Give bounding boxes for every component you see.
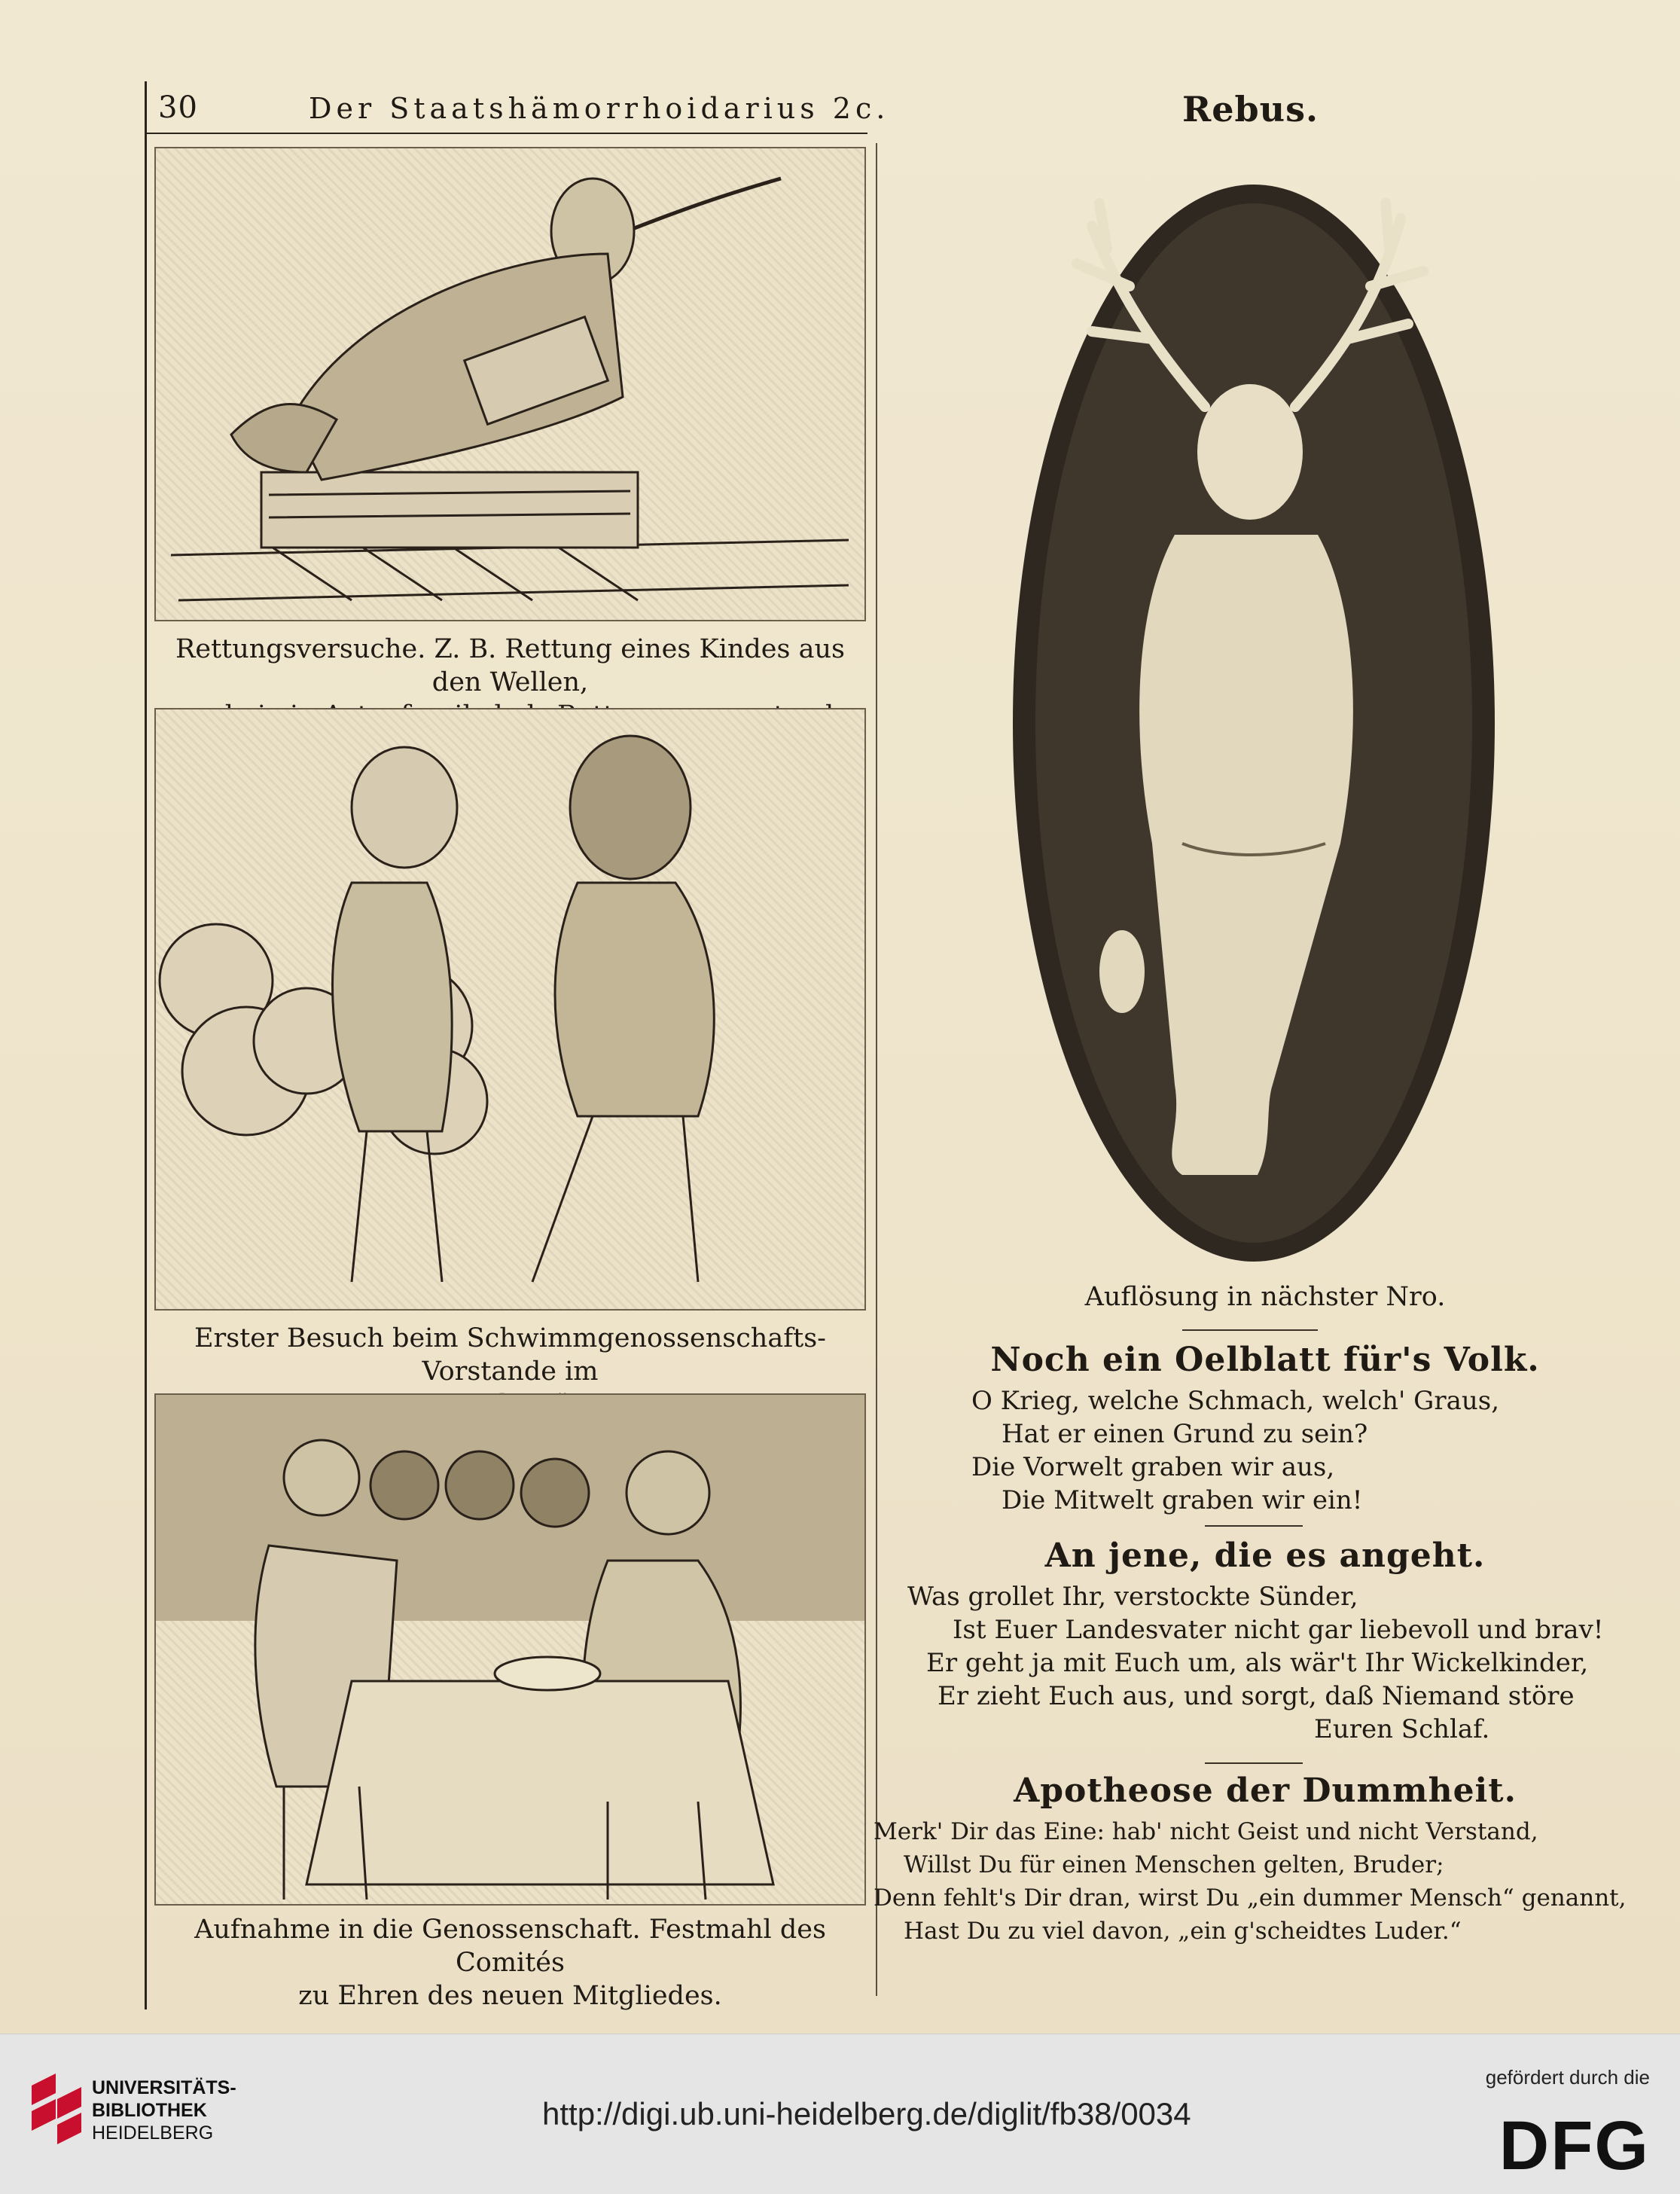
page-number: 30	[158, 90, 198, 125]
separator-3	[1205, 1762, 1303, 1764]
illustration-banquet	[154, 1393, 866, 1906]
poem-3-body	[874, 1815, 1649, 1948]
illustration-rescue-attempt	[154, 147, 866, 621]
rescue-attempt-drawing	[156, 148, 866, 621]
footer-bar	[0, 2034, 1680, 2194]
first-visit-drawing	[156, 709, 866, 1311]
caption-banquet-line-1: Aufnahme in die Genossenschaft. Festmahl des Comités	[194, 1915, 826, 1978]
caption-first-visit-line-1: Erster Besuch beim Schwimmgenossenschafts-Vorstande im	[194, 1323, 827, 1387]
poem-3-line: Hast Du zu viel davon, „ein g'scheidtes Luder.“	[904, 1918, 1462, 1945]
dfg-logo: DFG	[1499, 2107, 1650, 2184]
library-line-3: HEIDELBERG	[92, 2122, 214, 2144]
rebus-title: Rebus.	[1182, 89, 1319, 130]
poem-1-line: O Krieg, welche Schmach, welch' Graus,	[971, 1386, 1500, 1416]
poem-2-body	[907, 1580, 1638, 1746]
poem-1-line: Hat er einen Grund zu sein?	[1002, 1419, 1368, 1449]
university-library-name	[92, 2077, 236, 2144]
illustration-first-visit	[154, 708, 866, 1311]
caption-banquet-line-2: zu Ehren des neuen Mitgliedes.	[298, 1981, 722, 2011]
poem-1-line: Die Mitwelt graben wir ein!	[1002, 1485, 1363, 1515]
poem-3-line: Merk' Dir das Eine: hab' nicht Geist und nicht Verstand,	[874, 1818, 1538, 1845]
poem-2-line: Was grollet Ihr, verstockte Sünder,	[907, 1582, 1358, 1612]
rebus-illustration	[1009, 181, 1499, 1265]
caption-banquet	[154, 1913, 866, 2012]
poem-1-body	[971, 1384, 1611, 1517]
separator-1	[1182, 1329, 1318, 1331]
rebus-figure-drawing	[1009, 181, 1499, 1265]
poem-3-line: Denn fehlt's Dir dran, wirst Du „ein dummer Mensch“ genannt,	[874, 1884, 1627, 1912]
poem-1-title: Noch ein Oelblatt für's Volk.	[990, 1341, 1540, 1379]
funding-label: gefördert durch die	[1485, 2066, 1650, 2089]
poem-2-title: An jene, die es angeht.	[1044, 1536, 1486, 1575]
top-rule-left	[145, 81, 147, 2009]
poem-1-line: Die Vorwelt graben wir aus,	[971, 1452, 1335, 1482]
poem-2-line: Er geht ja mit Euch um, als wär't Ihr Wickelkinder,	[926, 1648, 1589, 1678]
library-line-1: UNIVERSITÄTS-	[92, 2077, 236, 2098]
poem-2-line: Er zieht Euch aus, und sorgt, daß Niemand störe	[938, 1681, 1575, 1711]
running-title: Der Staatshämorrhoidarius 2c.	[309, 92, 890, 125]
rebus-caption: Auflösung in nächster Nro.	[1084, 1282, 1446, 1312]
separator-2	[1205, 1525, 1303, 1527]
poem-2-line: Euren Schlaf.	[1314, 1714, 1490, 1744]
poem-3-title: Apotheose der Dummheit.	[1014, 1771, 1517, 1810]
banquet-drawing	[156, 1395, 866, 1906]
poem-2-line: Ist Euer Landesvater nicht gar liebevoll und brav!	[953, 1615, 1604, 1645]
caption-rescue-line-1: Rettungsversuche. Z. B. Rettung eines Kindes aus den Wellen,	[175, 634, 845, 697]
poem-3-line: Willst Du für einen Menschen gelten, Bruder;	[904, 1851, 1444, 1878]
top-rule	[145, 133, 867, 134]
source-url-link[interactable]: http://digi.ub.uni-heidelberg.de/diglit/fb38/0034	[542, 2096, 1191, 2131]
university-library-logo-icon	[29, 2070, 84, 2156]
library-line-2: BIBLIOTHEK	[92, 2100, 207, 2121]
column-divider	[876, 143, 877, 1996]
